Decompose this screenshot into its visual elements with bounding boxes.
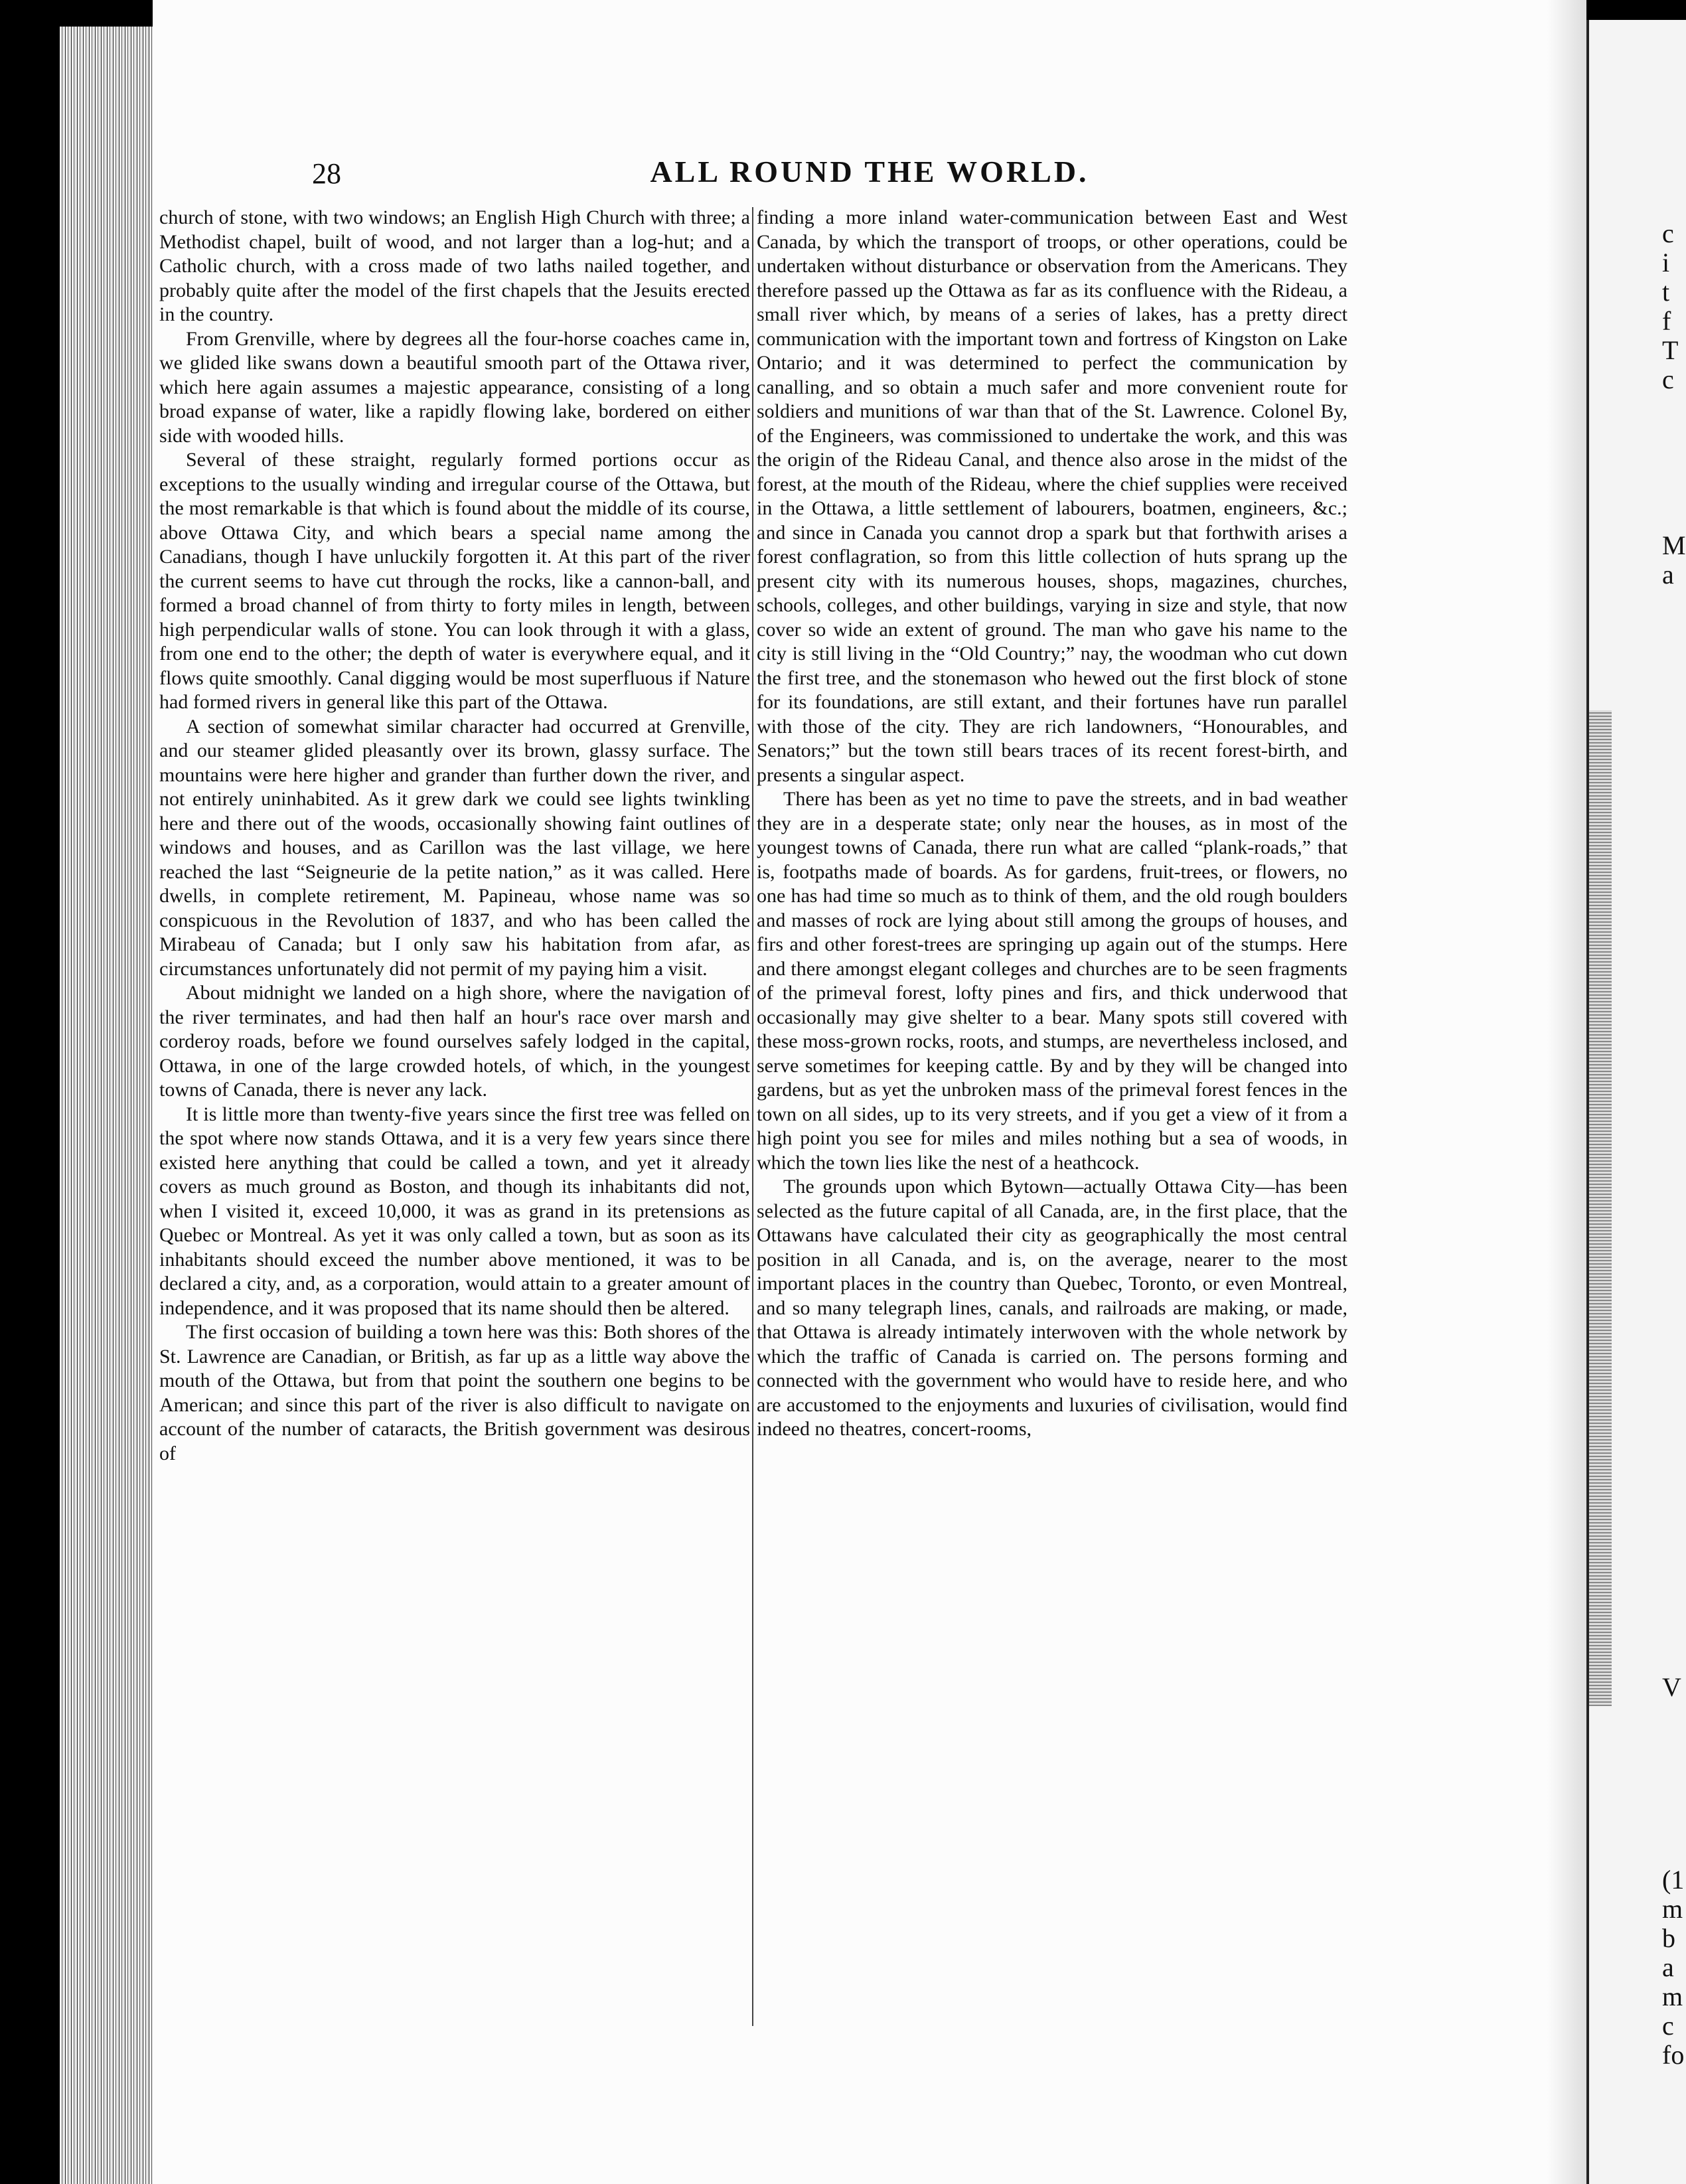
adjacent-page-fragment: M a	[1662, 530, 1686, 589]
paragraph: finding a more inland water-communication between East and West Canada, by which the transport of troops, or other operations, could be undertaken without disturbance or observation from the Americans. They therefore passed up the Ottawa as far as its confluence with the Rideau, a small river which, by means of a series of lakes, has a pretty direct communication with the important town and fortress of Kingston on Lake Ontario; and it was determined to perfect the communication by canalling, and so obtain a much safer and more convenient route for soldiers and munitions of war than that of the St. Lawrence. Colonel By, of the Engineers, was commissioned to undertake the work, and this was the origin of the Rideau Canal, and thence also arose in the midst of the forest, at the mouth of the Rideau, where the chief supplies were received in the Ottawa, a little settlement of labourers, boatmen, engineers, &c.; and since in Canada you cannot drop a spark but that forthwith arises a forest conflagration, so from this little collection of huts sprang up the present city with its numerous houses, shops, magazines, churches, schools, colleges, and other buildings, varying in size and style, that now cover so wide an extent of ground. The man who gave his name to the city is still living in the “Old Country;” nay, the woodman who cut down the first tree, and the stonemason who hewed out the first block of stone for its foundations, are still extant, and their fortunes have run parallel with those of the city. They are rich landowners, “Honourables, and Senators;” but the town still bears traces of its recent forest-birth, and presents a singular aspect.	[757, 206, 1347, 786]
paragraph: Several of these straight, regularly formed portions occur as exceptions to the usually winding and irregular course of the Ottawa, but the most remarkable is that which is found about the middle of its course, above Ottawa City, and which bears a special name among the Canadians, though I have unluckily forgotten it. At this part of the river the current seems to have cut through the rocks, like a cannon-ball, and formed a broad channel of from thirty to forty miles in length, between high perpendicular walls of stone. You can look through it with a glass, from one end to the other; the depth of water is everywhere equal, and it flows quite smoothly. Canal digging would be most superfluous if Nature had formed rivers in general like this part of the Ottawa.	[159, 449, 750, 713]
adjacent-page-fragment: (1 m b a m c fo	[1662, 1865, 1685, 2070]
adjacent-page-illustration	[1589, 710, 1612, 1706]
book-spine	[0, 0, 60, 2184]
paragraph: church of stone, with two windows; an English High Church with three; a Methodist chapel, built of wood, and not larger than a log-hut; and a Catholic church, with a cross made of two laths nailed together, and probably quite after the model of the first chapels that the Jesuits erected in the country.	[159, 206, 750, 325]
adjacent-page-fragment: c i t f T c	[1662, 218, 1679, 394]
adjacent-page-edge	[1586, 20, 1686, 2184]
paragraph: From Grenville, where by degrees all the four-horse coaches came in, we glided like swans down a beautiful smooth part of the Ottawa river, which here again assumes a majestic appearance, consisting of a long broad expanse of water, like a rapidly flowing lake, bordered on either side with wooded hills.	[159, 327, 750, 447]
running-title: ALL ROUND THE WORLD.	[650, 155, 1089, 189]
paragraph: The grounds upon which Bytown—actually Ottawa City—has been selected as the future capital of all Canada, are, in the first place, that the Ottawans have calculated their city as geographically the most central position in all Canada, and is, on the average, nearer to the most important places in the country than Quebec, Toronto, or even Montreal, and so many telegraph lines, canals, and railroads are making, or made, that Ottawa is already intimately interwoven with the whole network by which the traffic of Canada is carried on. The persons forming and connected with the government who would have to reside here, and who are accustomed to the enjoyments and luxuries of civilisation, would find indeed no theatres, concert-rooms,	[757, 1176, 1347, 1440]
gutter-shadow	[1547, 0, 1586, 2184]
adjacent-page-fragment: V	[1662, 1672, 1681, 1702]
paragraph: There has been as yet no time to pave the streets, and in bad weather they are in a desperate state; only near the houses, as in most of the youngest towns of Canada, there run what are called “plank-roads,” that is, footpaths made of boards. As for gardens, fruit-trees, or flowers, no one has had time so much as to think of them, and the old rough boulders and masses of rock are lying about still among the groups of houses, and firs and other forest-trees are springing up again out of the stumps. Here and there amongst elegant colleges and churches are to be seen fragments of the primeval forest, lofty pines and firs, and thick underwood that occasionally may give shelter to a bear. Many spots still covered with these moss-grown rocks, roots, and stumps, are nevertheless inclosed, and serve sometimes for keeping cattle. By and by they will be changed into gardens, but as yet the unbroken mass of the primeval forest fences in the town on all sides, up to its very streets, and if you get a view of it from a high point you see for miles and miles nothing but a sea of woods, in which the town lies like the nest of a heathcock.	[757, 788, 1347, 1174]
column-divider	[752, 207, 753, 2026]
left-column	[159, 206, 750, 1466]
page-number: 28	[312, 157, 341, 190]
paragraph: About midnight we landed on a high shore, where the navigation of the river terminates, and had then half an hour's race over marsh and corderoy roads, before we found ourselves safely lodged in the capital, Ottawa, in one of the large crowded hotels, of which, in the youngest towns of Canada, there is never any lack.	[159, 982, 750, 1101]
paragraph: It is little more than twenty-five years since the first tree was felled on the spot where now stands Ottawa, and it is a very few years since there existed here anything that could be called a town, and yet it already covers as much ground as Boston, and though its inhabitants did not, when I visited it, exceed 10,000, it was as grand in its pretensions as Quebec or Montreal. As yet it was only called a town, but as soon as its inhabitants should exceed the number above mentioned, it was to be declared a city, and, as a corporation, would attain to a greater amount of independence, and it was proposed that its name should then be altered.	[159, 1103, 750, 1319]
right-column	[757, 206, 1347, 1442]
page-edges	[60, 27, 153, 2184]
paragraph: The first occasion of building a town here was this: Both shores of the St. Lawrence are Canadian, or British, as far up as a little way above the mouth of the Ottawa, but from that point the southern one begins to be American; and since this part of the river is also difficult to navigate on account of the number of cataracts, the British government was desirous of	[159, 1321, 750, 1464]
paragraph: A section of somewhat similar character had occurred at Grenville, and our steamer glided pleasantly over its brown, glassy surface. The mountains were here higher and grander than further down the river, and not entirely uninhabited. As it grew dark we could see lights twinkling here and there out of the woods, occasionally showing faint outlines of windows and houses, and as Carillon was the last village, we here reached the last “Seigneurie de la petite nation,” as it was called. Here dwells, in complete retirement, M. Papineau, whose name was so conspicuous in the Revolution of 1837, and who has been called the Mirabeau of Canada; but I only saw his habitation from afar, as circumstances unfortunately did not permit of my paying him a visit.	[159, 715, 750, 980]
